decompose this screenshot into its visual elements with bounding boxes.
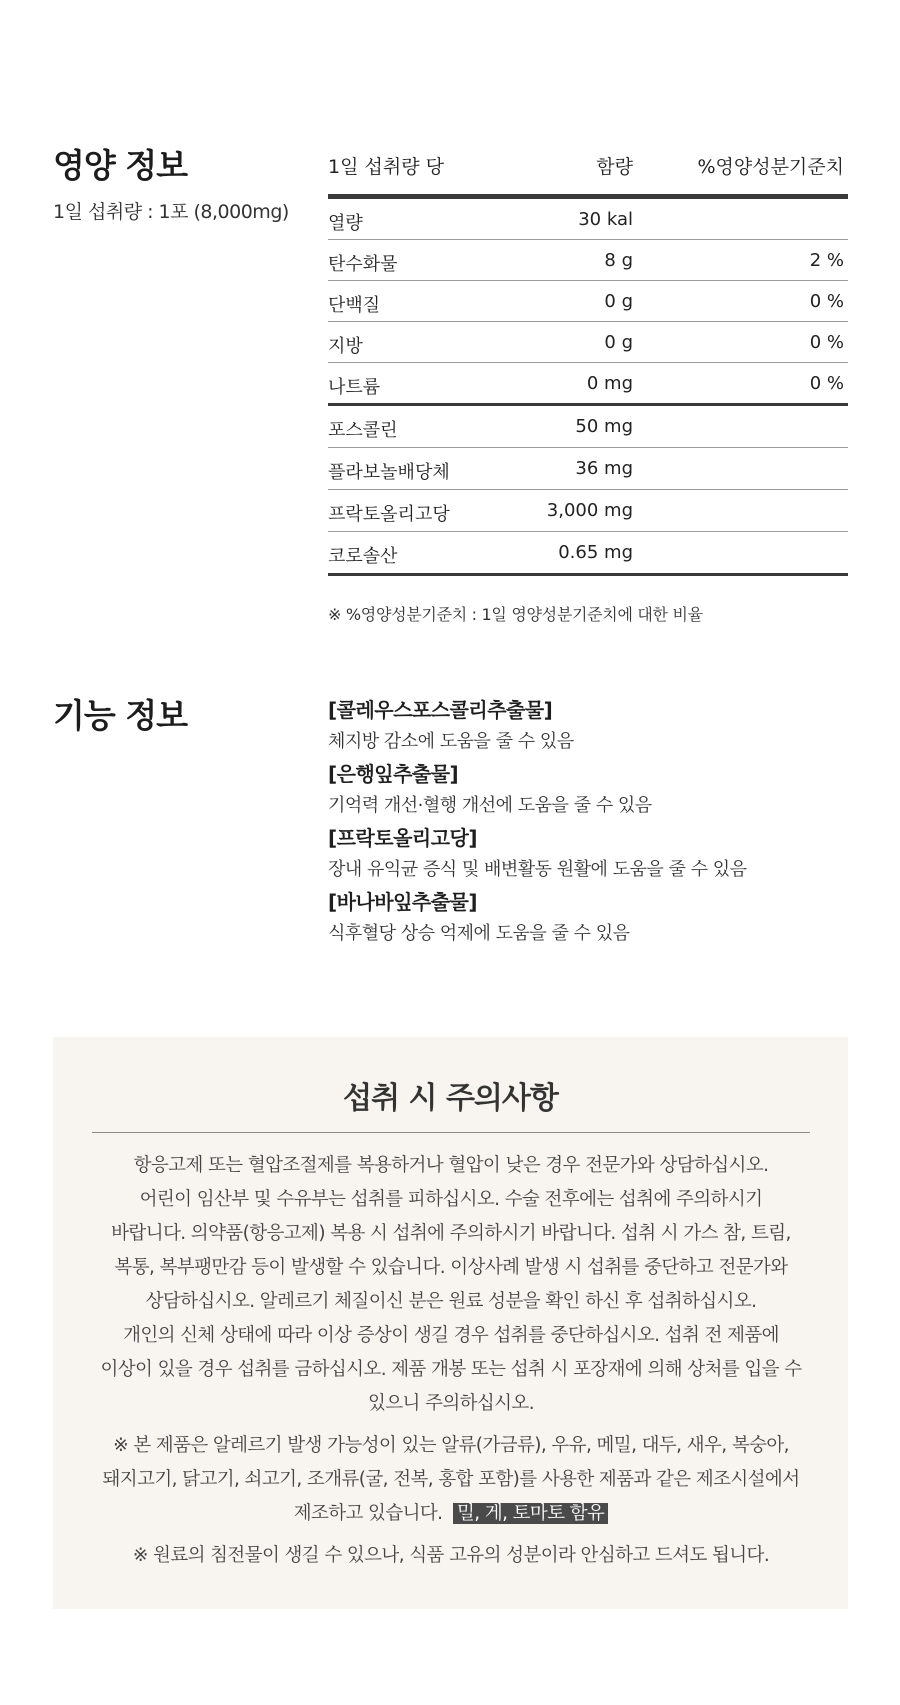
nutrition-table-header [328,146,848,194]
row-percent: 2 % [809,250,844,271]
caution-text [92,1149,810,1573]
daily-value-footnote: ※ %영양성분기준치 : 1일 영양성분기준치에 대한 비율 [328,605,703,624]
function-item-desc: 식후혈당 상승 억제에 도움을 줄 수 있음 [328,923,630,944]
serving-size: 1일 섭취량 : 1포 (8,000mg) [53,201,289,223]
row-amount: 8 g [604,250,633,271]
caution-line: 개인의 신체 상태에 따라 이상 증상이 생길 경우 섭취를 중단하십시오. 섭취 전 제품에 [123,1325,779,1346]
caution-box [53,1037,848,1609]
header-daily-value: %영양성분기준치 [697,156,844,178]
caution-line: 있으니 주의하십시오. [367,1393,534,1414]
header-amount: 함량 [596,156,633,178]
function-item-desc: 기억력 개선·혈행 개선에 도움을 줄 수 있음 [328,795,652,816]
function-item-name: [프락토올리고당] [328,826,478,850]
table-row [328,281,848,322]
table-row [328,363,848,403]
row-amount: 0.65 mg [558,542,633,563]
row-name: 나트륨 [328,377,381,398]
table-row [328,448,848,490]
table-divider-bottom [328,573,848,576]
caution-line: 복통, 복부팽만감 등이 발생할 수 있습니다. 이상사례 발생 시 섭취를 중단하고 전문가와 [114,1257,788,1278]
caution-line: 어린이 임산부 및 수유부는 섭취를 피하십시오. 수술 전후에는 섭취에 주의하시기 [139,1189,763,1210]
function-title: 기능 정보 [53,696,188,735]
caution-line: 이상이 있을 경우 섭취를 금하십시오. 제품 개봉 또는 섭취 시 포장재에 의해 상처를 입을 수 [100,1359,802,1380]
caution-line: 항응고제 또는 혈압조절제를 복용하거나 혈압이 낮은 경우 전문가와 상담하십시오. [133,1155,769,1176]
caution-line: 바랍니다. 의약품(항응고제) 복용 시 섭취에 주의하시기 바랍니다. 섭취 시 가스 참, 트림, [111,1223,791,1244]
row-name: 포스콜린 [328,420,398,441]
row-amount: 30 kal [578,209,633,230]
row-percent: 0 % [809,291,844,312]
table-row [328,532,848,573]
function-item-desc: 장내 유익균 증식 및 배변활동 원활에 도움을 줄 수 있음 [328,859,747,880]
table-row [328,490,848,532]
row-percent: 0 % [809,332,844,353]
row-amount: 0 mg [586,373,633,394]
row-amount: 36 mg [575,458,633,479]
table-row [328,322,848,363]
row-name: 열량 [328,213,363,234]
row-amount: 0 g [604,291,633,312]
table-row [328,240,848,281]
caution-title: 섭취 시 주의사항 [343,1081,558,1116]
allergy-line: 돼지고기, 닭고기, 쇠고기, 조개류(굴, 전복, 홍합 포함)를 사용한 제품과 같은 제조시설에서 [102,1469,800,1490]
nutrition-title: 영양 정보 [53,146,188,185]
allergy-line: ※ 본 제품은 알레르기 발생 가능성이 있는 알류(가금류), 우유, 메밀, 대두, 새우, 복숭아, [113,1435,789,1456]
function-list [328,694,868,950]
allergy-line-last [92,1497,810,1531]
row-name: 플라보놀배당체 [328,462,450,483]
allergy-highlight: 밀, 게, 토마토 함유 [453,1503,608,1524]
row-amount: 0 g [604,332,633,353]
caution-line: 상담하십시오. 알레르기 체질이신 분은 원료 성분을 확인 하신 후 섭취하십시오. [145,1291,757,1312]
row-percent: 0 % [809,373,844,394]
row-name: 단백질 [328,295,381,316]
row-name: 탄수화물 [328,254,398,275]
header-per-serving: 1일 섭취량 당 [328,156,444,178]
function-item-name: [바나바잎추출물] [328,890,478,914]
table-row [328,199,848,240]
row-name: 코로솔산 [328,546,398,567]
function-item-name: [콜레우스포스콜리추출물] [328,698,553,722]
sediment-note: ※ 원료의 침전물이 생길 수 있으나, 식품 고유의 성분이라 안심하고 드셔도 됩니다. [132,1545,770,1566]
nutrition-table [328,146,848,576]
allergy-text: 제조하고 있습니다. [293,1503,443,1524]
table-row [328,406,848,448]
row-name: 지방 [328,336,363,357]
row-amount: 3,000 mg [546,500,633,521]
row-name: 프락토올리고당 [328,504,450,525]
caution-divider [92,1132,810,1133]
function-item-desc: 체지방 감소에 도움을 줄 수 있음 [328,731,574,752]
function-item-name: [은행잎추출물] [328,762,459,786]
row-amount: 50 mg [575,416,633,437]
